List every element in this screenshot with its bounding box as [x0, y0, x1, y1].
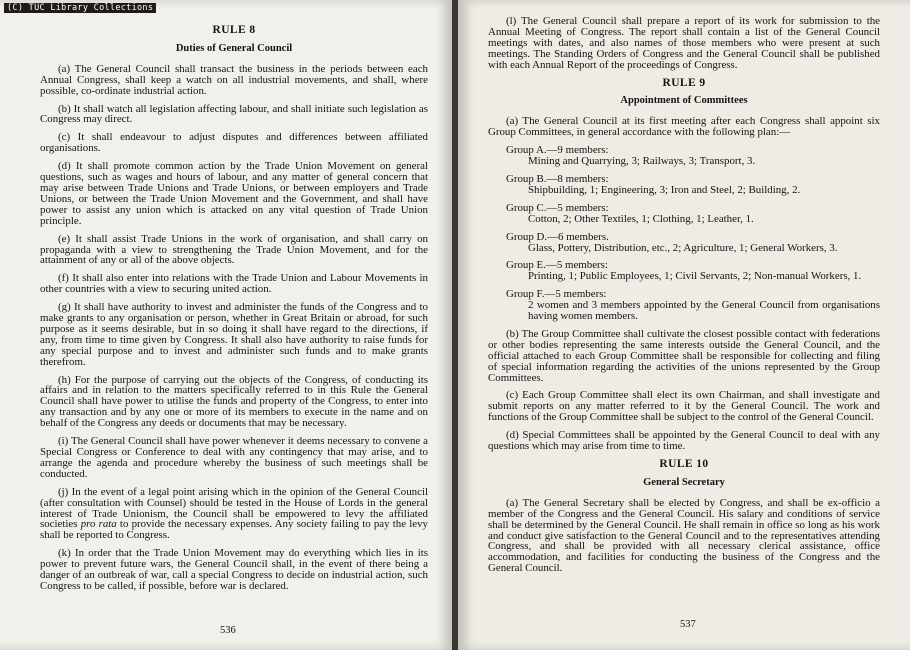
- group-b-detail: Shipbuilding, 1; Engineering, 3; Iron and Steel, 2; Building, 2.: [528, 183, 801, 196]
- left-page-number: 536: [220, 625, 236, 636]
- left-page: [0, 0, 452, 650]
- rule9-para-a: (a) The General Council at its first meeting after each Congress shall appoint six Group Committees, in general accordance with the following plan:—: [488, 115, 880, 139]
- group-a: [488, 145, 880, 167]
- rule8-para-c: (c) It shall endeavour to adjust disputes and differences between affiliated organisations.: [40, 131, 428, 155]
- rule8-para-a: (a) The General Council shall transact the business in the periods between each Annual Congress, shall keep a watch on all industrial movements, and shall, where possible, co-ordinate industrial action.: [40, 62, 428, 97]
- rule9-para-b: (b) The Group Committee shall cultivate the closest possible contact with federations or other bodies representing the same interests outside the General Council, and the official attached to each Group Committee shall be responsible for collecting and filing of special information regarding the activities of the unions represented by the Group Committees.: [488, 327, 880, 384]
- group-a-detail: Mining and Quarrying, 3; Railways, 3; Transport, 3.: [528, 155, 756, 168]
- group-e-detail: Printing, 1; Public Employees, 1; Civil Servants, 2; Non-manual Workers, 1.: [528, 270, 862, 283]
- para-j-italic: pro rata: [80, 518, 117, 531]
- group-e: [488, 260, 880, 282]
- group-b-head: Group B.—8 members:: [506, 172, 609, 185]
- group-c-detail: Cotton, 2; Other Textiles, 1; Clothing, 1; Leather, 1.: [528, 212, 754, 225]
- rule8-para-d: (d) It shall promote common action by the Trade Union Movement on general questions, such as wages and hours of labour, and any matter of general concern that may arise between Trade Unions and Trade Unions, or between employers and Trade Unions, or between the Trade Union Movement and the Government, and shall have power to assist any union which is attacked on any vital question of Trade Union principle.: [40, 160, 428, 227]
- rule9-para-c: (c) Each Group Committee shall elect its own Chairman, and shall investigate and submit reports on any matter referred to it by the General Council. The work and functions of the Group Committee shall be subject to the control of the General Council.: [488, 389, 880, 424]
- group-a-head: Group A.—9 members:: [506, 144, 609, 157]
- rule8-para-l: (l) The General Council shall prepare a report of its work for submission to the Annual Meeting of Congress. The report shall contain a list of the General Council meetings with dates, and also names of those members who were present at such meetings. The Standing Orders of Congress and the General Council shall be published with each Annual Report of the proceedings of Congress.: [488, 15, 880, 71]
- rule8-para-h: (h) For the purpose of carrying out the objects of the Congress, of conducting its affairs and in relation to the matters specifically referred to in this Rule the General Council shall have power to utilise the funds and property of the Congress, to enter into any transaction and by any one or more of its members to execute in the name and on behalf of the Congress any deeds or documents that may be necessary.: [40, 373, 428, 430]
- right-page-content: [488, 16, 880, 581]
- group-d-detail: Glass, Pottery, Distribution, etc., 2; Agriculture, 1; General Workers, 3.: [528, 241, 838, 254]
- group-e-head: Group E.—5 members:: [506, 259, 608, 272]
- rule8-para-k: (k) In order that the Trade Union Movement may do everything which lies in its power to prevent future wars, the General Council shall, in the event of there being a danger of an outbreak of war, call a special Congress to decide on industrial action, such Congress to be called, if possible, before war is declared.: [40, 547, 428, 592]
- rule10-para-a: (a) The General Secretary shall be elected by Congress, and shall be ex-officio a member of the Congress and the General Council. His salary and conditions of service shall be determined by the General Council. He shall remain in office so long as his work and conduct give satisfaction to the General Council and to the representatives attending Congress, and shall be provided with all necessary clerical assistance, office accommodation, and facilities for conducting the business of the Congress and the General Council.: [488, 496, 880, 575]
- collection-credit: (C) TUC Library Collections: [4, 3, 156, 13]
- group-c-head: Group C.—5 members:: [506, 201, 609, 214]
- group-f-detail: 2 women and 3 members appointed by the General Council from organisations having women members.: [528, 299, 880, 323]
- rule8-para-g: (g) It shall have authority to invest and administer the funds of the Congress and to make grants to any organisation or person, whether in Great Britain or abroad, for such purpose as it seems desirable, but in so doing it shall have regard to the directions, if any, from time to time given by Congress. It shall also have authority to raise funds for any special purpose and to invest and administer such funds and to make grants therefrom.: [40, 301, 428, 368]
- rule9-title: Appointment of Committees: [620, 95, 748, 107]
- rule8-heading: RULE 8: [212, 24, 256, 36]
- rule8-para-i: (i) The General Council shall have power whenever it deems necessary to convene a Special Congress or Conference to deal with any contingency that may arise, and to arrange the agenda and procedure whereby the business of such meetings shall be conducted.: [40, 435, 428, 480]
- rule9-para-d: (d) Special Committees shall be appointed by the General Council to deal with any questions which may arise from time to time.: [488, 429, 880, 453]
- right-page: [458, 0, 910, 650]
- group-f: [488, 289, 880, 322]
- group-b: [488, 174, 880, 196]
- right-page-number: 537: [680, 619, 696, 630]
- rule10-heading: RULE 10: [659, 458, 709, 470]
- group-f-head: Group F.—5 members:: [506, 288, 607, 301]
- rule8-para-f: (f) It shall also enter into relations with the Trade Union and Labour Movements in other countries with a view to securing united action.: [40, 272, 428, 296]
- group-d: [488, 232, 880, 254]
- para-j-text-1: (j) In the event of a legal point arising which in the opinion of the General Council (after consultation with Counsel) should be tested in the House of Lords in the general interest of Trade Unionism, the Council shall be empowered to levy the affiliated societies: [40, 485, 428, 531]
- rule8-para-j: [40, 487, 428, 542]
- para-j-text-2: to provide the necessary expenses. Any society failing to pay the levy shall be reported to Congress.: [40, 518, 428, 542]
- group-d-head: Group D.—6 members.: [506, 230, 609, 243]
- group-c: [488, 203, 880, 225]
- rule8-title: Duties of General Council: [175, 42, 293, 54]
- rule8-para-b: (b) It shall watch all legislation affecting labour, and shall initiate such legislation as Congress may direct.: [40, 102, 428, 126]
- rule10-title: General Secretary: [643, 476, 725, 488]
- rule8-para-e: (e) It shall assist Trade Unions in the work of organisation, and shall carry on propaganda with a view to strengthening the Trade Union Movement, and for the attainment of any or all of the above objects.: [40, 232, 428, 267]
- rule9-heading: RULE 9: [662, 76, 706, 89]
- left-page-content: [40, 20, 428, 599]
